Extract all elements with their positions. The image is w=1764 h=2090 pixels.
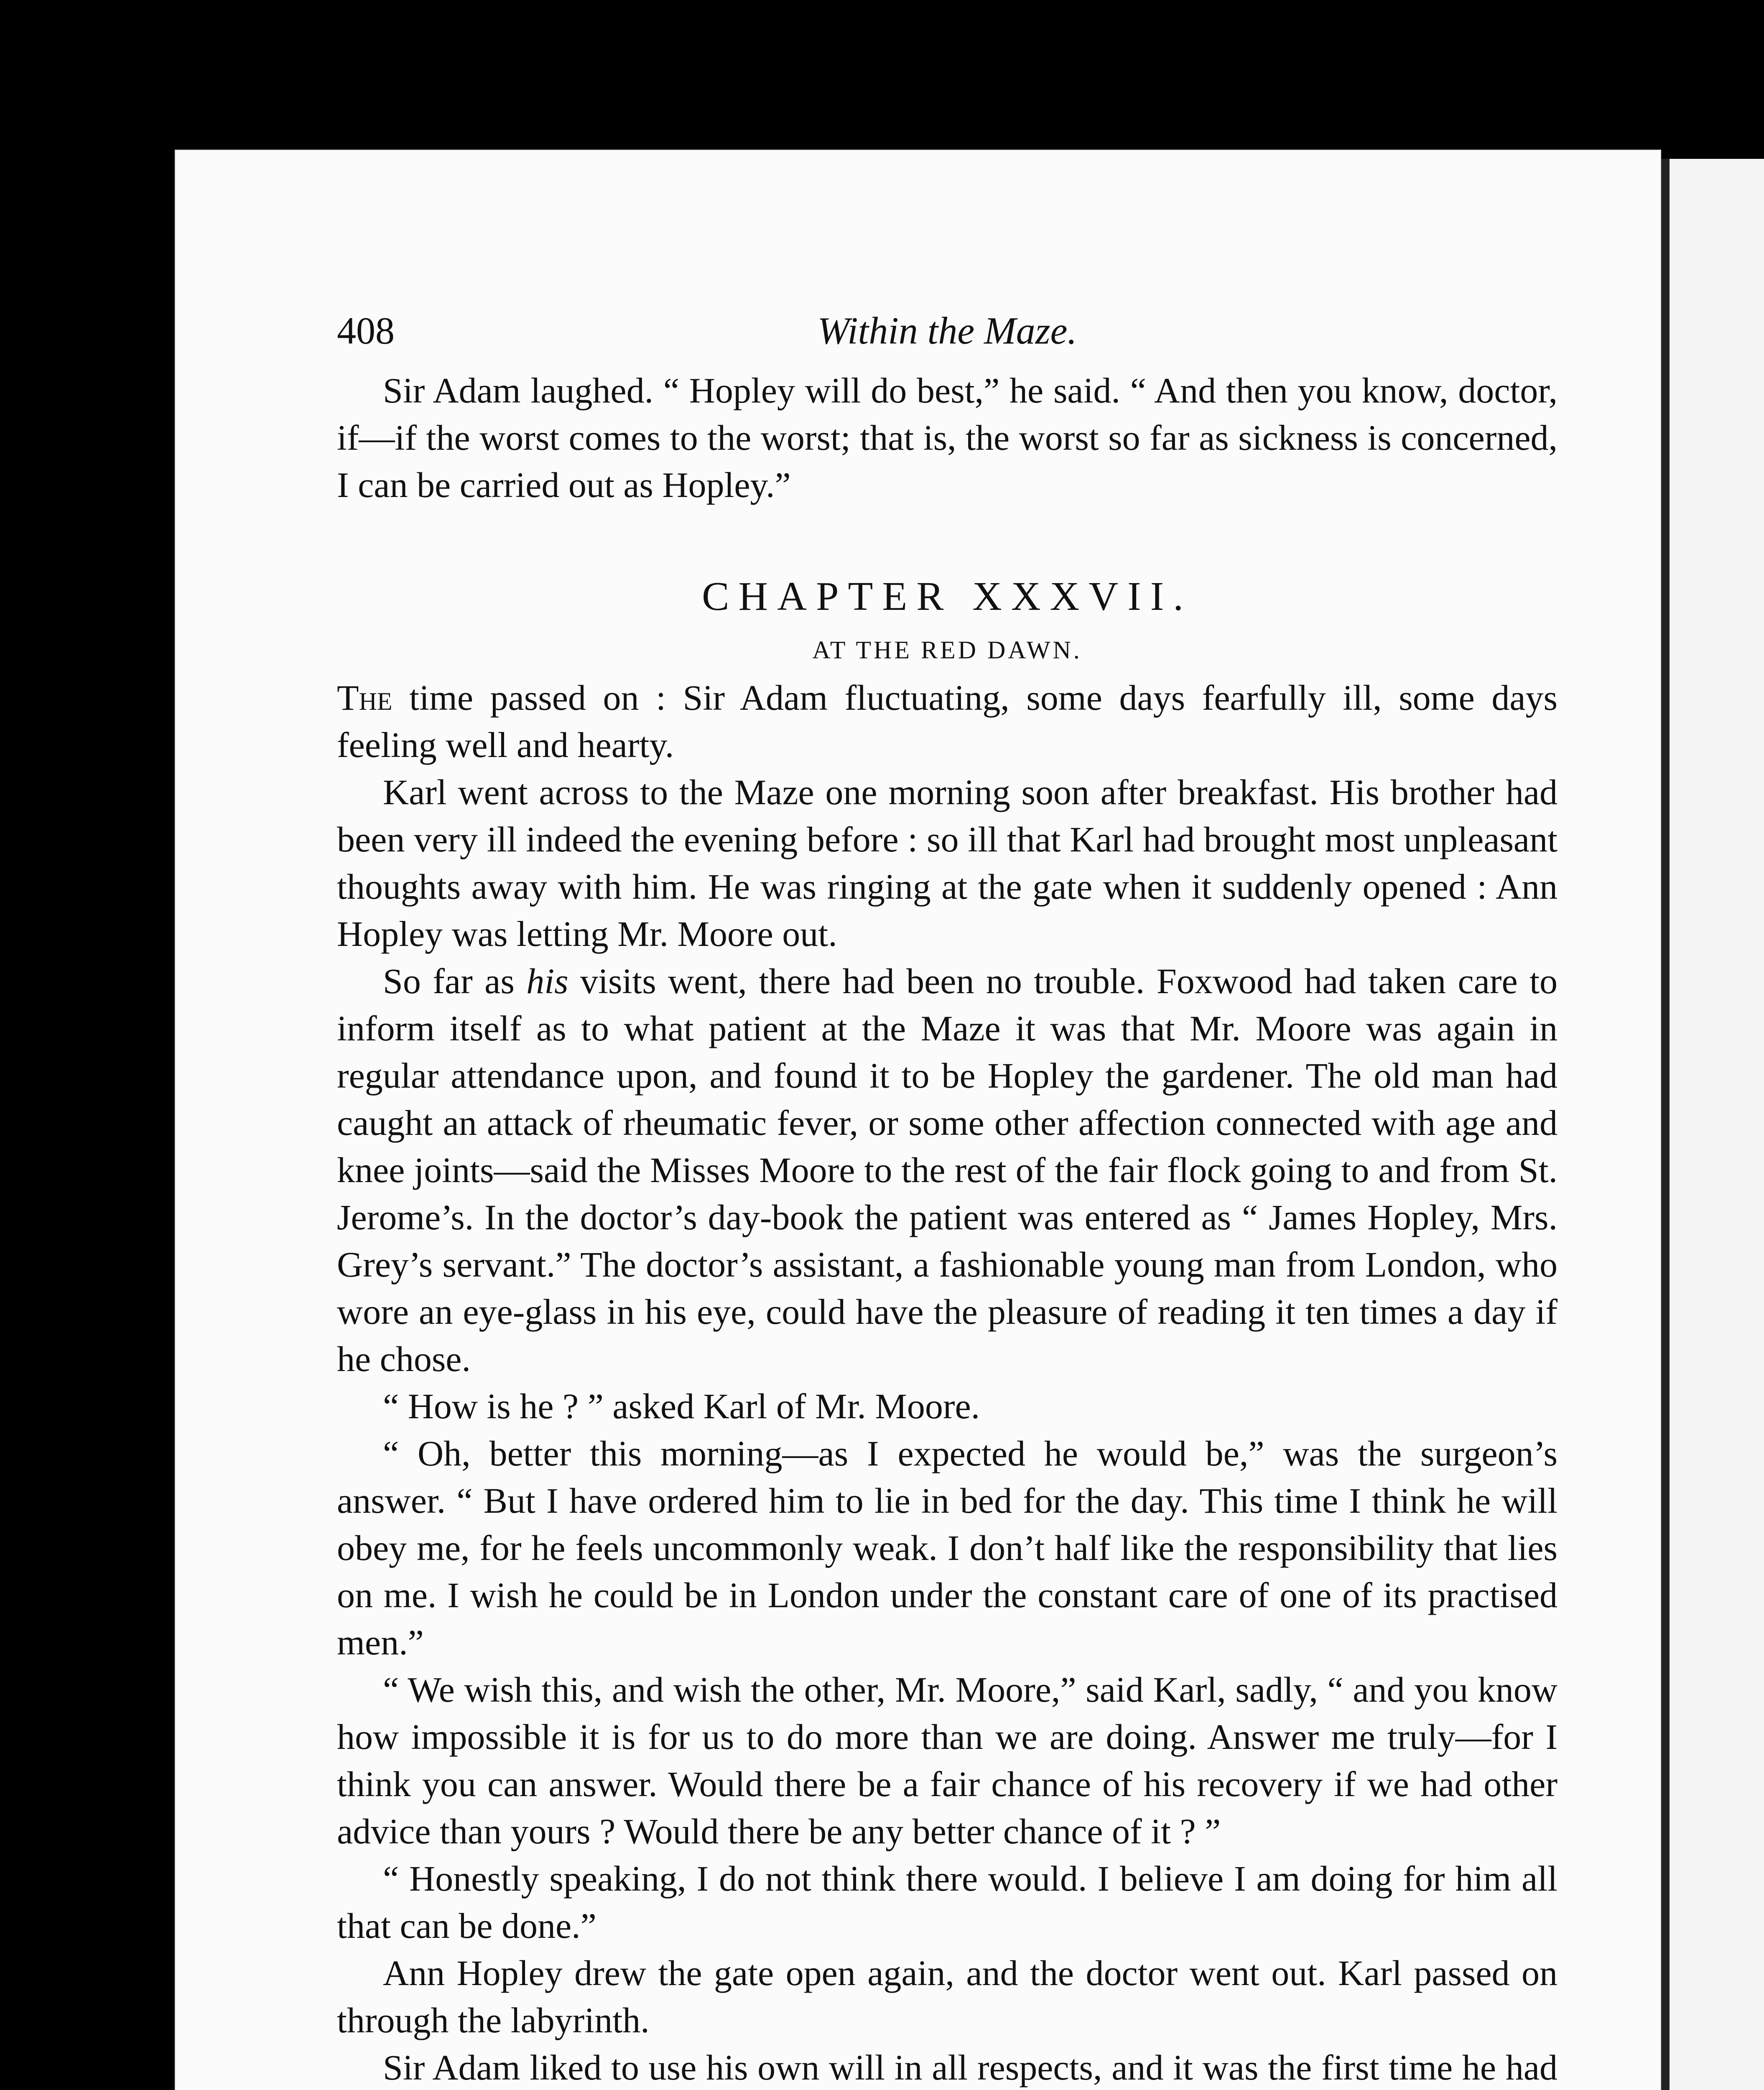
page-text-block (337, 308, 1558, 2090)
paragraph-how-is-he: “ How is he ? ” asked Karl of Mr. Moore. (383, 1386, 980, 1426)
paragraph-honestly-speaking: “ Honestly speaking, I do not think there would. I believe I am doing for him all that can be done.” (337, 1858, 1558, 1946)
paragraph-his-visits (337, 958, 1558, 1383)
page-number: 408 (337, 309, 395, 352)
paragraph-karl-went-across: Karl went across to the Maze one morning soon after breakfast. His brother had been very ill indeed the evening before : so ill that Karl had brought most unpleasant thoughts away with him. He was ringing at the gate when it suddenly opened : Ann Hopley was letting Mr. Moore out. (337, 772, 1558, 954)
first-paragraph-rest: time passed on : Sir Adam fluctuating, some days fearfully ill, some days feeling well and hearty. (337, 678, 1558, 765)
book-page (175, 150, 1661, 2090)
book-gutter (1661, 159, 1670, 2090)
paragraph-sir-adam-will: Sir Adam liked to use his own will in all respects, and it was the first time he had (383, 2047, 1558, 2087)
paragraph-surgeons-answer: “ Oh, better this morning—as I expected he would be,” was the surgeon’s answer. “ But I have ordered him to lie in bed for the day. This time I think he will obey me, for he feels uncommonly weak. I don’t half like the responsibility that lies on me. I wish he could be in London under the constant care of one of its practised men.” (337, 1433, 1558, 1662)
running-title: Within the Maze. (817, 309, 1077, 352)
p3-italic-word: his (526, 961, 568, 1001)
p3-before: So far as (383, 961, 527, 1001)
paragraph-we-wish-this: “ We wish this, and wish the other, Mr. Moore,” said Karl, sadly, “ and you know how impossible it is for us to do more than we are doing. Answer me truly—for I think you can answer. Would there be a fair chance of his recovery if we had other advice than yours ? Would there be any better chance of it ? ” (337, 1669, 1558, 1851)
facing-page-edge (1670, 159, 1764, 2090)
body-text (337, 367, 1558, 2090)
p3-after: visits went, there had been no trouble. Foxwood had taken care to inform itself as to what patient at the Maze it was that Mr. Moore was again in regular attendance upon, and found it to be Hopley the gardener. The old man had caught an attack of rheumatic fever, or some other affection connected with age and knee joints—said the Misses Moore to the rest of the fair flock going to and from St. Jerome’s. In the doctor’s day-book the patient was entered as “ James Hopley, Mrs. Grey’s servant.” The doctor’s assistant, a fashionable young man from London, who wore an eye-glass in his eye, could have the pleasure of reading it ten times a day if he chose. (337, 961, 1558, 1379)
paragraph-ann-hopley: Ann Hopley drew the gate open again, and the doctor went out. Karl passed on through the labyrinth. (337, 1953, 1558, 2040)
chapter-subtitle: AT THE RED DAWN. (812, 636, 1082, 664)
running-head (337, 308, 1558, 367)
first-word-smallcaps: The (337, 678, 393, 718)
chapter-heading: CHAPTER XXXVII. (702, 574, 1193, 619)
chapter-first-paragraph (337, 674, 1558, 769)
opening-paragraph: Sir Adam laughed. “ Hopley will do best,” he said. “ And then you know, doctor, if—if the worst comes to the worst; that is, the worst so far as sickness is concerned, I can be carried out as Hopley.” (337, 370, 1558, 505)
